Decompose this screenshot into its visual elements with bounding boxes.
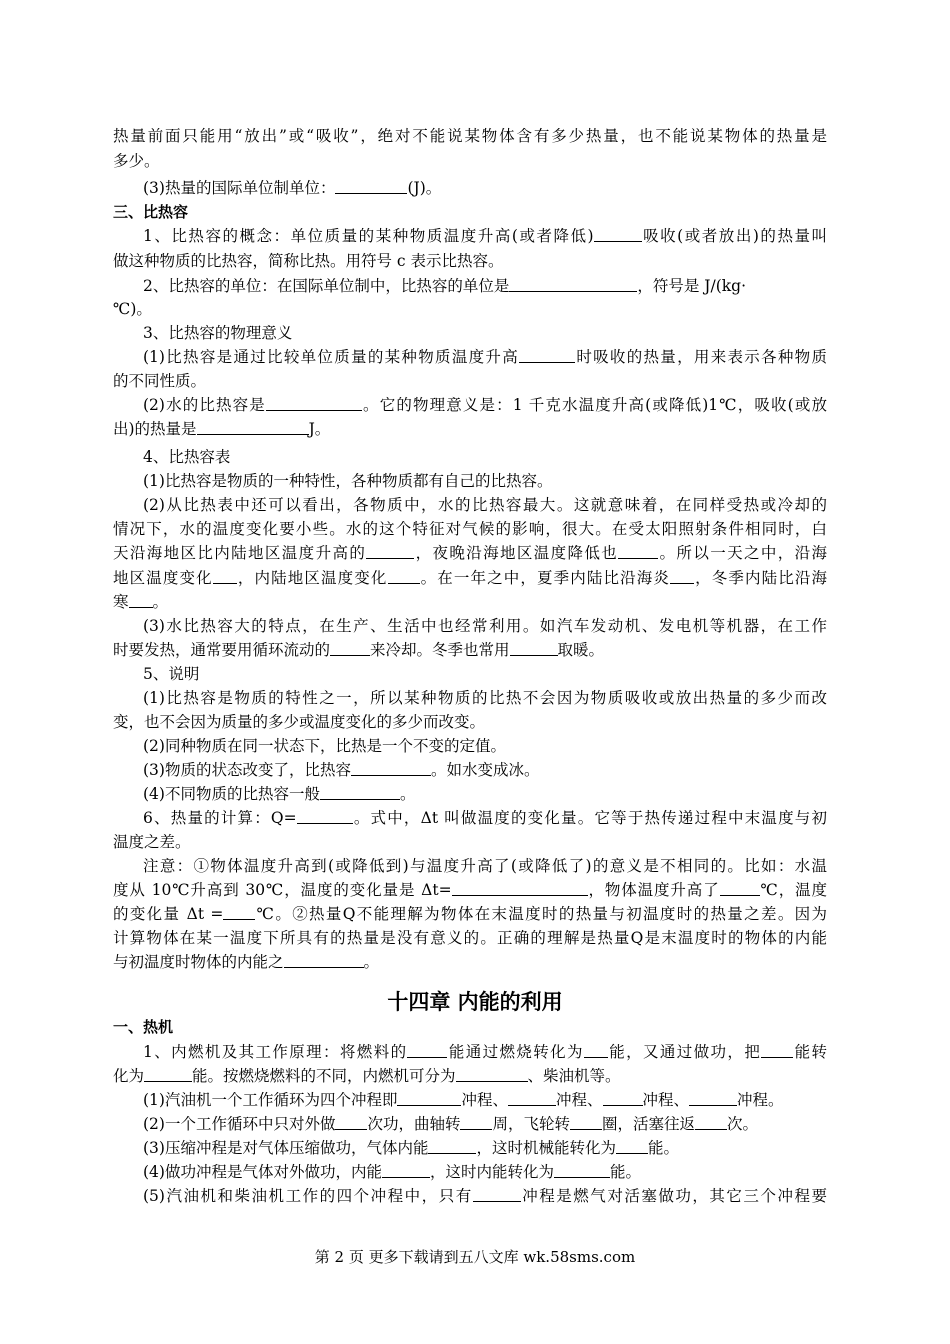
text-segment: 周，飞轮转 [492,1115,570,1133]
text-segment: 三、比热容 [113,203,189,221]
fill-in-blank [223,904,255,920]
fill-in-blank [554,1162,610,1178]
text-line [113,541,827,565]
text-segment: ℃)。 [113,300,152,318]
text-segment: (3)压缩冲程是对气体压缩做功，气体内能 [143,1139,429,1157]
text-segment: 的变化量 Δt = [113,905,224,923]
text-line [143,321,292,345]
text-segment: (4)做功冲程是气体对外做功，内能 [143,1163,382,1181]
fill-in-blank [284,952,364,968]
fill-in-blank [720,880,760,896]
text-segment: 次功，曲轴转 [367,1115,461,1133]
text-segment: 。 [152,593,169,611]
text-segment: ，内陆地区温度变化 [236,569,388,587]
text-line [143,445,230,469]
text-segment: 的不同性质。 [113,372,207,390]
text-segment: 。式中，Δt 叫做温度的变化量。它等于热传递过程中末温度与初 [352,809,827,827]
text-segment: 。它的物理意义是：1 千克水温度升高(或降低)1℃，吸收(或放 [361,396,827,414]
text-segment: 多少。 [113,152,160,170]
text-line [143,224,827,248]
text-segment: 冲程、 [642,1091,690,1109]
fill-in-blank [330,640,370,656]
text-line [143,614,827,638]
text-segment: 能。 [609,1163,641,1181]
fill-in-blank [519,347,575,363]
text-segment: 圈，活塞往返 [602,1115,696,1133]
text-segment: (3)物质的状态改变了，比热容 [143,761,351,779]
text-segment: 能转 [793,1043,827,1061]
text-line [113,249,504,273]
fill-in-blank [144,1066,192,1082]
fill-in-blank [397,1090,461,1106]
text-line [143,686,827,710]
text-line [143,274,746,298]
text-segment: 次。 [727,1115,759,1133]
text-segment: (5)汽油机和柴油机工作的四个冲程中，只有 [143,1187,473,1205]
fill-in-blank [129,592,153,608]
text-line [113,878,827,902]
text-line [143,806,827,830]
text-segment: ，物体温度升高了 [587,881,720,899]
text-line [113,590,168,614]
page-footer: 第 2 页 更多下载请到五八文库 wk.58sms.com [314,1248,636,1266]
section-heading [113,200,188,224]
text-segment: 寒 [113,593,129,611]
text-segment: ℃，温度 [759,881,827,899]
text-segment: 地区温度变化 [113,569,213,587]
fill-in-blank [761,1042,793,1058]
text-segment: 5、说明 [143,665,200,683]
text-line [143,758,539,782]
text-segment: 天沿海地区比内陆地区温度升高的 [113,544,367,562]
text-segment: 变，也不会因为质量的多少或温度变化的多少而改变。 [113,713,486,731]
text-line [113,369,206,393]
text-segment: (1)汽油机一个工作循环为四个冲程即 [143,1091,398,1109]
fill-in-blank [584,1042,608,1058]
text-segment: 出)的热量是 [113,420,197,438]
text-line [143,1160,641,1184]
text-line [113,566,827,590]
fill-in-blank [603,1090,643,1106]
text-segment: (3)热量的国际单位制单位： [143,179,336,197]
text-segment: (2)水的比热容是 [143,396,266,414]
fill-in-blank [460,1114,492,1130]
text-line [143,176,441,200]
fill-in-blank [388,568,420,584]
text-segment: (1)比热容是通过比较单位质量的某种物质温度升高 [143,348,520,366]
text-segment: 、柴油机等。 [527,1067,621,1085]
text-segment: 与初温度时物体的内能之 [113,953,284,971]
text-segment: 。如水变成冰。 [430,761,540,779]
text-line [113,124,827,148]
text-segment: 6、热量的计算：Q= [143,809,297,827]
text-segment: 2、比热容的单位：在国际单位制中，比热容的单位是 [143,277,510,295]
fill-in-blank [618,543,658,559]
fill-in-blank [616,1138,648,1154]
fill-in-blank [456,1066,528,1082]
text-segment: 情况下，水的温度变化要小些。水的这个特征对气候的影响，很大。在受太阳照射条件相同时，白 [113,520,827,538]
text-segment: 冲程、 [555,1091,603,1109]
text-line [113,517,827,541]
text-line [113,1064,621,1088]
text-segment: (1)比热容是物质的一种特性，各种物质都有自己的比热容。 [143,472,553,490]
text-segment: ，夜晚沿海地区温度降低也 [414,544,619,562]
fill-in-blank [695,1114,727,1130]
text-segment: (4)不同物质的比热容一般 [143,785,320,803]
fill-in-blank [510,640,558,656]
text-segment: (J)。 [407,179,442,197]
text-line [143,854,827,878]
text-line [143,662,199,686]
fill-in-blank [509,276,637,292]
text-line [113,638,604,662]
text-segment: 。所以一天之中，沿海 [658,544,827,562]
text-segment: ，这时内能转化为 [429,1163,554,1181]
text-segment: 度从 10℃升高到 30℃，温度的变化量是 Δt= [113,881,452,899]
text-segment: (2)从比热表中还可以看出，各物质中，水的比热容最大。这就意味着，在同样受热或冷却的 [143,496,827,514]
text-segment: (1)比热容是物质的特性之一，所以某种物质的比热不会因为物质吸收或放出热量的多少而改 [143,689,827,707]
fill-in-blank [351,760,431,776]
text-segment: 温度之差。 [113,833,191,851]
text-segment: (2)一个工作循环中只对外做 [143,1115,336,1133]
text-line [113,950,379,974]
fill-in-blank [452,880,588,896]
text-line [143,1088,784,1112]
fill-in-blank [428,1138,476,1154]
text-segment: 冲程。 [737,1091,784,1109]
text-segment: 冲程、 [461,1091,508,1109]
section-heading [113,1015,173,1039]
text-segment: 能通过燃烧转化为 [447,1043,584,1061]
fill-in-blank [320,784,400,800]
text-line [113,926,827,950]
text-segment: 能。 [647,1139,679,1157]
text-segment: 化为 [113,1067,145,1085]
text-segment: 时要发热，通常要用循环流动的 [113,641,331,659]
fill-in-blank [508,1090,556,1106]
text-segment: J。 [308,420,331,438]
text-line [143,469,552,493]
text-segment: 做这种物质的比热容，简称比热。用符号 c 表示比热容。 [113,252,504,270]
text-line [143,1040,827,1064]
fill-in-blank [266,395,362,411]
text-segment: (3)水比热容大的特点，在生产、生活中也经常利用。如汽车发动机、发电机等机器，在工作 [143,617,827,635]
fill-in-blank [594,226,642,242]
text-segment: 注意：①物体温度升高到(或降低到)与温度升高了(或降低了)的意义是不相同的。比如：水温 [143,857,827,875]
text-line [113,297,152,321]
text-segment: 4、比热容表 [143,448,231,466]
text-segment: 取暖。 [557,641,605,659]
fill-in-blank [382,1162,430,1178]
fill-in-blank [670,568,694,584]
text-segment: ，符号是 J/(kg· [637,277,747,295]
fill-in-blank [407,1042,447,1058]
text-line [143,1184,827,1208]
text-line [143,1136,679,1160]
fill-in-blank [473,1186,521,1202]
text-line [113,149,160,173]
fill-in-blank [335,1114,367,1130]
text-segment: ℃。②热量Q不能理解为物体在末温度时的热量与初温度时的热量之差。因为 [255,905,827,923]
text-segment: 1、内燃机及其工作原理：将燃料的 [143,1043,408,1061]
fill-in-blank [570,1114,602,1130]
text-segment: 冲程是燃气对活塞做功，其它三个冲程要 [520,1187,827,1205]
text-line [143,1112,758,1136]
text-segment: 能，又通过做功，把 [607,1043,762,1061]
text-segment: 时吸收的热量，用来表示各种物质 [575,348,827,366]
text-line [143,734,506,758]
text-segment: 能。按燃烧燃料的不同，内燃机可分为 [192,1067,456,1085]
text-line [143,782,415,806]
text-segment: ，这时机械能转化为 [476,1139,616,1157]
text-line [143,493,827,517]
text-segment: 计算物体在某一温度下所具有的热量是没有意义的。正确的理解是热量Q是末温度时的物体的内能 [113,929,827,947]
text-line [113,830,191,854]
fill-in-blank [689,1090,737,1106]
text-segment: 3、比热容的物理意义 [143,324,293,342]
text-line [143,345,827,369]
fill-in-blank [197,419,309,435]
fill-in-blank [213,568,237,584]
fill-in-blank [366,543,414,559]
text-segment: 热量前面只能用“放出”或“吸收”，绝对不能说某物体含有多少热量，也不能说某物体的热量是 [113,127,827,145]
text-segment: 。 [363,953,380,971]
text-segment: (2)同种物质在同一状态下，比热是一个不变的定值。 [143,737,506,755]
text-segment: ，冬季内陆比沿海 [693,569,827,587]
text-segment: 。 [399,785,416,803]
text-line [113,902,827,926]
chapter-title: 十四章 内能的利用 [387,990,563,1014]
fill-in-blank [335,178,407,194]
text-line [143,393,827,417]
text-segment: 吸收(或者放出)的热量叫 [641,227,827,245]
text-line [113,417,330,441]
text-segment: 。在一年之中，夏季内陆比沿海炎 [419,569,670,587]
text-line [113,710,485,734]
text-segment: 来冷却。冬季也常用 [370,641,510,659]
text-segment: 一、热机 [113,1018,174,1036]
text-segment: 1、比热容的概念：单位质量的某种物质温度升高(或者降低) [143,227,594,245]
fill-in-blank [297,808,353,824]
